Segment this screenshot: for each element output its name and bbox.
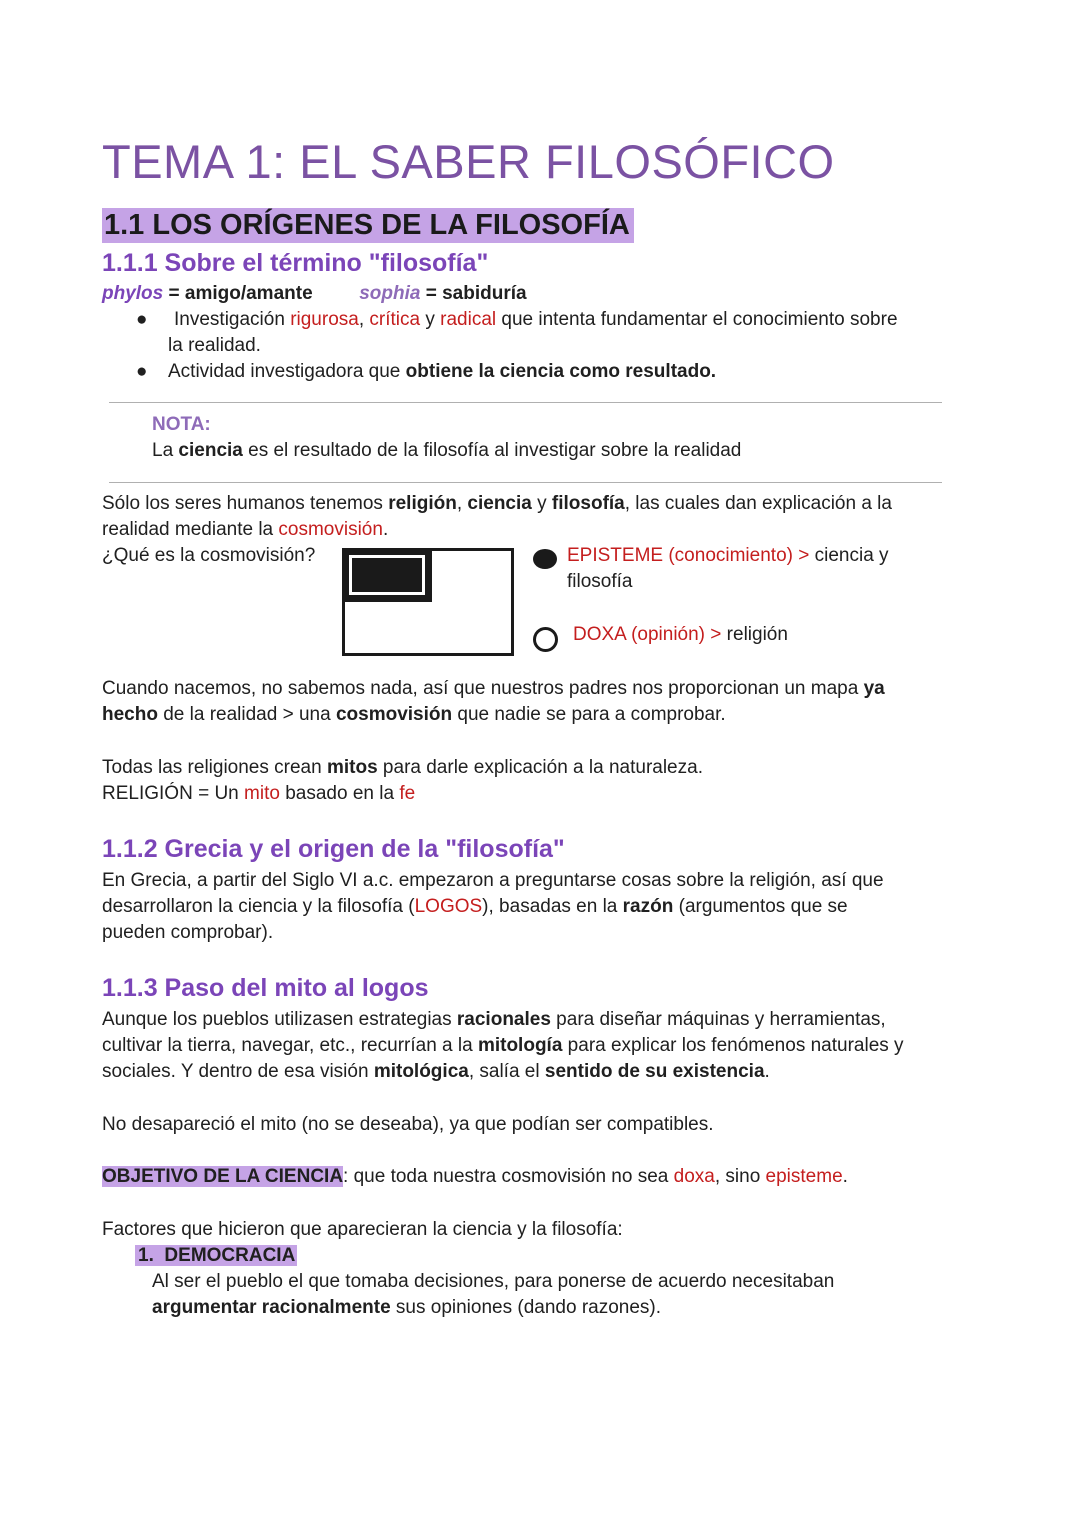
p-solo-religion: religión — [388, 493, 457, 514]
p-solo-a: Sólo los seres humanos tenemos — [102, 493, 389, 514]
objetivo-doxa: doxa — [673, 1166, 715, 1187]
page-title: TEMA 1: EL SABER FILOSÓFICO — [102, 135, 835, 188]
section-heading-origins: 1.1 LOS ORÍGENES DE LA FILOSOFÍA — [102, 208, 634, 243]
episteme-item — [567, 543, 927, 595]
democracia-l1: Al ser el pueblo el que tomaba decisiones, para ponerse de acuerdo necesitaban — [152, 1271, 835, 1292]
etymology-line — [102, 281, 527, 307]
p-solo-comma: , — [456, 493, 468, 514]
p-grecia-l3: pueden comprobar). — [102, 922, 274, 943]
doxa-rest: religión — [721, 624, 788, 645]
episteme-rest2: filosofía — [567, 571, 633, 592]
p-grecia-razon: razón — [622, 896, 674, 917]
question-cosmovision: ¿Qué es la cosmovisión? — [102, 545, 316, 566]
p-mitos-b: para darle explicación a la naturaleza. — [377, 757, 703, 778]
p-nacer-b: de la realidad > una — [157, 704, 336, 725]
episteme-term: EPISTEME (conocimiento) — [567, 545, 799, 566]
p-grecia-l1: En Grecia, a partir del Siglo VI a.c. empezaron a preguntarse cosas sobre la religión, así que — [102, 870, 884, 891]
democracia-highlight — [135, 1245, 297, 1266]
sophia-definition: = sabiduría — [420, 283, 527, 304]
p-paso-mitologica: mitológica — [373, 1061, 469, 1082]
p-paso-l1b: para diseñar máquinas y herramientas, — [550, 1009, 886, 1030]
p-solo-b: , las cuales dan explicación a la — [624, 493, 892, 514]
note-text — [152, 438, 741, 464]
p-mitos-fe: fe — [399, 783, 416, 804]
paragraph-grecia — [102, 868, 884, 946]
bullet-1-text-a: Investigación — [174, 309, 291, 330]
p-paso-l3a: sociales. Y dentro de esa visión — [102, 1061, 374, 1082]
p-solo-dot: . — [382, 519, 389, 540]
episteme-rest: ciencia y — [809, 545, 889, 566]
p-nacer-cosmovision: cosmovisión — [335, 704, 453, 725]
p-mitos-d: basado en la — [279, 783, 400, 804]
p-nacer-ya: ya — [863, 678, 885, 699]
worldview-diagram-inner — [342, 548, 432, 602]
doxa-term: DOXA (opinión) — [573, 624, 711, 645]
paragraph-objetivo — [102, 1164, 848, 1190]
note-text-a: La — [152, 440, 179, 461]
p-nacer-a: Cuando nacemos, no sabemos nada, así que nuestros padres nos proporcionan un mapa — [102, 678, 864, 699]
objetivo-label: OBJETIVO DE LA CIENCIA — [102, 1166, 344, 1187]
p-solo-y: y — [531, 493, 552, 514]
bullet-icon: ● — [136, 361, 148, 382]
word-radical: radical — [440, 309, 497, 330]
note-text-ciencia: ciencia — [178, 440, 243, 461]
p-paso-sentido: sentido de su existencia — [544, 1061, 765, 1082]
p-paso-racionales: racionales — [456, 1009, 551, 1030]
sophia-term: sophia — [359, 283, 421, 304]
p-paso-l2a: cultivar la tierra, navegar, etc., recurrían a la — [102, 1035, 478, 1056]
p-grecia-logos: LOGOS — [414, 896, 483, 917]
p-solo-c: realidad mediante la — [102, 519, 279, 540]
objetivo-episteme: episteme — [765, 1166, 843, 1187]
p-mitos-a: Todas las religiones crean — [102, 757, 327, 778]
p-solo-cosmovision: cosmovisión — [278, 519, 383, 540]
bullet-icon: ● — [136, 309, 148, 330]
p-mitos-mito: mito — [244, 783, 280, 804]
word-critica: crítica — [369, 309, 421, 330]
paragraph-mitos — [102, 755, 703, 807]
p-mitos-mitos: mitos — [326, 757, 378, 778]
p-paso-l3b: , salía el — [468, 1061, 545, 1082]
democracia-label: DEMOCRACIA — [164, 1245, 296, 1266]
p-paso-l3c: . — [764, 1061, 770, 1082]
p-mitos-c: RELIGIÓN = Un — [102, 783, 245, 804]
word-rigurosa: rigurosa — [290, 309, 359, 330]
paragraph-paso — [102, 1007, 904, 1085]
bullet-1-text-c: la realidad. — [168, 335, 261, 356]
democracia-number: 1. — [138, 1245, 154, 1266]
p-nacer-hecho: hecho — [102, 704, 158, 725]
democracia-l2a: argumentar racionalmente — [152, 1297, 391, 1318]
paragraph-solo — [102, 491, 892, 543]
paragraph-factores: Factores que hicieron que aparecieran la ciencia y la filosofía: — [102, 1219, 623, 1240]
p-grecia-l2c: (argumentos que se — [673, 896, 848, 917]
subsection-heading-113: 1.1.3 Paso del mito al logos — [102, 974, 429, 1002]
episteme-arrow: > — [798, 545, 810, 566]
p-grecia-l2b: ), basadas en la — [482, 896, 623, 917]
objetivo-b: , sino — [714, 1166, 766, 1187]
doxa-item — [573, 622, 788, 648]
bullet-2-text-a: Actividad investigadora que — [168, 361, 406, 382]
subsection-heading-111: 1.1.1 Sobre el término "filosofía" — [102, 249, 489, 277]
doxa-arrow: > — [710, 624, 722, 645]
paragraph-no-desaparecio: No desapareció el mito (no se deseaba), ya que podían ser compatibles. — [102, 1114, 714, 1135]
divider-bottom — [109, 482, 942, 483]
phylos-term: phylos — [102, 283, 164, 304]
bullet-1-text-b: que intenta fundamentar el conocimiento sobre — [496, 309, 898, 330]
p-paso-l1a: Aunque los pueblos utilizasen estrategias — [102, 1009, 457, 1030]
p-solo-filosofia: filosofía — [551, 493, 625, 514]
bullet-2 — [136, 359, 717, 385]
note-text-c: es el resultado de la filosofía al investigar sobre la realidad — [242, 440, 742, 461]
note-label: NOTA: — [152, 414, 211, 435]
objetivo-c: . — [842, 1166, 848, 1187]
paragraph-democracia — [152, 1269, 834, 1321]
subsection-heading-112: 1.1.2 Grecia y el origen de la "filosofía" — [102, 835, 565, 863]
list-item-democracia — [135, 1243, 297, 1269]
democracia-l2b: sus opiniones (dando razones). — [390, 1297, 662, 1318]
phylos-definition: = amigo/amante — [163, 283, 313, 304]
p-solo-ciencia: ciencia — [467, 493, 532, 514]
p-paso-l2b: para explicar los fenómenos naturales y — [562, 1035, 904, 1056]
empty-circle-icon — [533, 627, 558, 652]
bullet-1-y: y — [420, 309, 441, 330]
paragraph-nacemos — [102, 676, 885, 728]
bullet-2-text-b: obtiene la ciencia como resultado. — [405, 361, 717, 382]
bullet-1-comma: , — [358, 309, 370, 330]
filled-circle-icon — [533, 549, 557, 569]
objetivo-a: : que toda nuestra cosmovisión no sea — [343, 1166, 674, 1187]
divider-top — [109, 402, 942, 403]
p-grecia-l2a: desarrollaron la ciencia y la filosofía ( — [102, 896, 415, 917]
bullet-1 — [136, 307, 948, 359]
p-nacer-c: que nadie se para a comprobar. — [452, 704, 726, 725]
p-paso-mitologia: mitología — [477, 1035, 563, 1056]
